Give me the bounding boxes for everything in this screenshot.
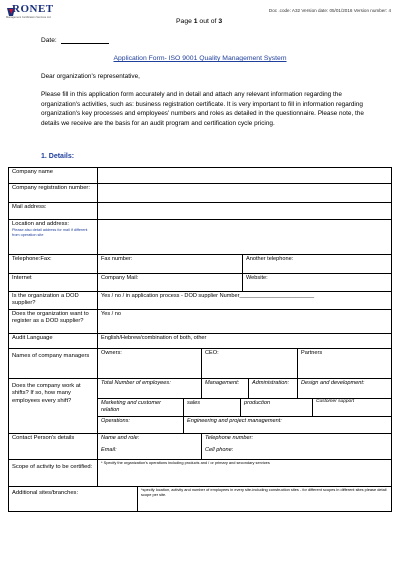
- row-internet: [8, 274, 392, 292]
- row-managers: [8, 349, 392, 379]
- input-scope[interactable]: * Specify the organization's operations including products and / or primary and secondary services: [101, 460, 270, 465]
- greeting: Dear organization's representative,: [41, 73, 140, 80]
- row-mail-address: [8, 203, 392, 220]
- row-scope: [8, 460, 392, 487]
- row-telephone: [8, 255, 392, 274]
- page-number: 1: [193, 18, 198, 25]
- row-additional-sites: [8, 487, 392, 512]
- input-ceo[interactable]: CEO:: [201, 349, 297, 378]
- input-website[interactable]: Website:: [242, 274, 391, 291]
- input-another-telephone[interactable]: Another telephone:: [242, 255, 391, 273]
- input-engineering[interactable]: Engineering and project management:: [183, 417, 391, 433]
- input-register-dod[interactable]: Yes / no: [101, 311, 122, 317]
- logo-text: RONET: [12, 3, 54, 15]
- date-input-line[interactable]: [61, 37, 109, 44]
- label-register-dod: Does the organization want to register as a DOD supplier?: [9, 310, 98, 333]
- date-label: Date:: [41, 37, 57, 44]
- label-internet: Internet: [9, 274, 98, 291]
- label-audit-language: Audit Language: [9, 334, 98, 348]
- input-company-name[interactable]: [98, 168, 391, 183]
- section-heading-details: 1. Details:: [41, 153, 75, 160]
- form-title: Application Form- ISO 9001 Quality Management System: [113, 55, 287, 62]
- input-audit-language[interactable]: English/Hebrew/combination of both, other: [101, 335, 207, 341]
- input-mail-address[interactable]: [98, 203, 391, 219]
- input-telephone-number[interactable]: Telephone number:: [201, 434, 391, 446]
- page-total: 3: [218, 18, 223, 25]
- employees-grid: [98, 379, 391, 433]
- details-form: [8, 167, 392, 512]
- input-dod-supplier[interactable]: Yes / no / in application process - DOD supplier Number________________________: [101, 293, 315, 299]
- row-dod-supplier: [8, 292, 392, 310]
- label-scope: Scope of activity to be certified:: [9, 460, 98, 486]
- input-name-role[interactable]: Name and role:: [101, 435, 140, 441]
- row-contact: [8, 434, 392, 460]
- row-company-name: [8, 167, 392, 184]
- label-contact: Contact Person's details: [9, 434, 98, 459]
- input-management[interactable]: Management:: [201, 379, 248, 398]
- label-dod-supplier: Is the organization a DOD supplier?: [9, 292, 98, 309]
- input-company-registration[interactable]: [98, 184, 391, 202]
- input-total-employees[interactable]: Total Number of employees:: [101, 380, 171, 386]
- input-company-mail[interactable]: Company Mail:: [101, 275, 139, 281]
- input-customer-support[interactable]: Customer support: [312, 399, 391, 416]
- date-field: [41, 37, 109, 44]
- input-partners[interactable]: Partners: [297, 349, 391, 378]
- input-location[interactable]: [98, 220, 391, 254]
- row-audit-language: [8, 334, 392, 349]
- row-company-registration: [8, 184, 392, 203]
- label-telephone: Telephone:Fax:: [9, 255, 98, 273]
- page-indicator: Page 1 out of 3: [176, 18, 223, 25]
- label-company-registration: Company registration number:: [9, 184, 98, 202]
- label-shifts: Does the company work at shifts? If so, how many employees every shift?: [9, 379, 98, 433]
- row-register-dod: [8, 310, 392, 334]
- label-mail-address: Mail address:: [9, 203, 98, 219]
- intro-paragraph: Please fill in this application form accurately and in detail and attach any relevant information regarding the organization's activities, such as: business registration certificate. It is very important to fill in information regarding organization's key processes and employees' numbers and roles as detailed in the questionnaire. Please note, the details we receive are the basis for an audit program and certification cycle pricing.: [41, 91, 364, 127]
- logo-subtitle: Management Certification Services Ltd.: [6, 16, 52, 19]
- input-sales[interactable]: sales: [183, 399, 240, 416]
- label-company-name: Company name: [9, 168, 98, 183]
- input-cell-phone[interactable]: Cell phone:: [201, 446, 391, 459]
- input-administration[interactable]: Administration:: [248, 379, 297, 398]
- input-fax[interactable]: Fax number:: [101, 256, 133, 262]
- row-location: [8, 220, 392, 255]
- input-production[interactable]: production: [240, 399, 312, 416]
- document-meta: Doc .code: A32 Version date: 05/01/2016 Version number: 4: [268, 8, 391, 13]
- input-additional-sites[interactable]: *specify location, activity and number of employees in every site-including construction sites - for different scopes in different sites please detail scope per site.: [141, 487, 387, 497]
- input-operations[interactable]: Operations:: [101, 418, 130, 424]
- location-note: Please also detail address for mail if different from operation site: [12, 228, 88, 237]
- input-owners[interactable]: Owners:: [101, 350, 122, 356]
- input-design-development[interactable]: Design and development:: [297, 379, 391, 398]
- row-shifts: [8, 379, 392, 434]
- input-email[interactable]: Email:: [101, 447, 117, 453]
- label-managers: Names of company managers: [9, 349, 98, 378]
- label-additional-sites: Additional sites/branches:: [9, 487, 138, 511]
- input-marketing[interactable]: Marketing and customer relation: [101, 400, 162, 413]
- label-location: Location and address: Please also detail address for mail if different from operation site: [9, 220, 98, 254]
